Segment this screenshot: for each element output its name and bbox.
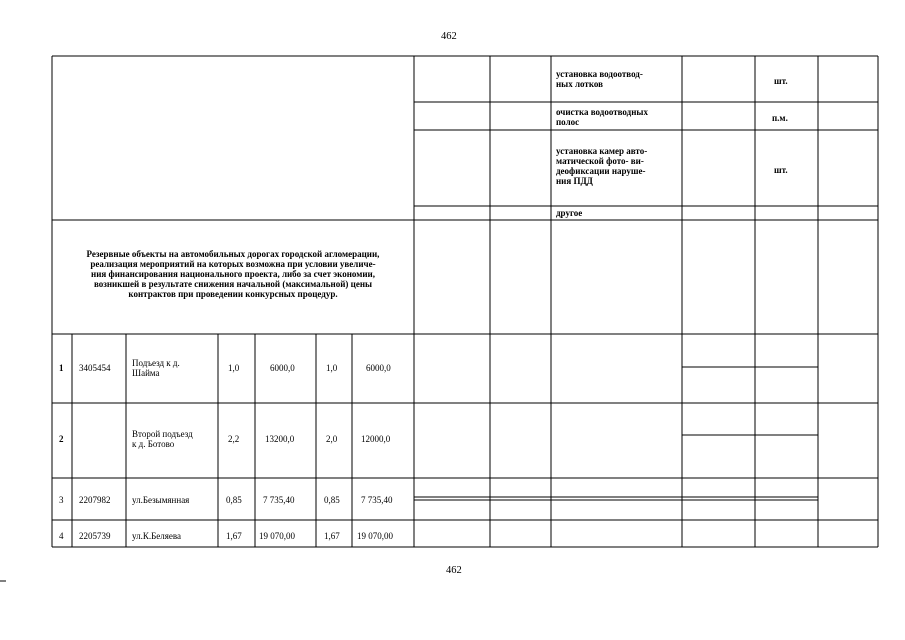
header-line: реализация мероприятий на которых возможна при условии увеличе- xyxy=(90,259,376,269)
work-type-label xyxy=(556,146,647,186)
length-actual: 2,0 xyxy=(326,434,338,444)
name-line: Второй подъезд xyxy=(132,429,193,439)
row-number: 4 xyxy=(59,531,64,541)
cost-planned: 7 735,40 xyxy=(263,495,295,505)
cost-actual: 12000,0 xyxy=(361,434,391,444)
cost-planned: 6000,0 xyxy=(270,363,295,373)
cost-planned: 13200,0 xyxy=(265,434,295,444)
work-type-label xyxy=(556,107,648,127)
object-name: ул.К.Беляева xyxy=(132,531,182,541)
object-code: 2207982 xyxy=(79,495,111,505)
work-type-line: полос xyxy=(556,117,580,127)
work-type-line: матической фото- ви- xyxy=(556,156,644,166)
object-code: 3405454 xyxy=(79,363,111,373)
cost-planned: 19 070,00 xyxy=(259,531,295,541)
length-actual: 0,85 xyxy=(324,495,340,505)
work-type-line: очистка водоотводных xyxy=(556,107,648,117)
name-line: к д. Ботово xyxy=(132,439,175,449)
work-type-label xyxy=(556,69,643,89)
length-actual: 1,0 xyxy=(326,363,338,373)
unit-label: п.м. xyxy=(772,113,788,123)
object-name xyxy=(132,429,193,449)
length-planned: 1,0 xyxy=(228,363,240,373)
work-type-line: ния ПДД xyxy=(556,176,593,186)
length-planned: 1,67 xyxy=(226,531,242,541)
length-actual: 1,67 xyxy=(324,531,340,541)
cost-actual: 6000,0 xyxy=(366,363,391,373)
work-type-line: деофиксации наруше- xyxy=(556,166,646,176)
unit-label: шт. xyxy=(774,76,788,86)
header-line: ния финансирования национального проекта, либо за счет экономии, xyxy=(91,269,375,279)
header-line: возникшей в результате снижения начальной (максимальной) цены xyxy=(93,279,373,289)
row-number: 1 xyxy=(59,363,64,373)
row-number: 3 xyxy=(59,495,64,505)
cost-actual: 7 735,40 xyxy=(361,495,393,505)
row-number: 2 xyxy=(59,434,64,444)
work-type-line: установка водоотвод- xyxy=(556,69,643,79)
page-number-bottom: 462 xyxy=(446,565,462,576)
work-type-line: другое xyxy=(556,208,583,218)
object-name: ул.Безымянная xyxy=(132,495,190,505)
work-type-label xyxy=(556,208,582,218)
header-line: Резервные объекты на автомобильных дорогах городской агломерации, xyxy=(86,249,380,259)
header-line: контрактов при проведении конкурсных процедур. xyxy=(128,289,338,299)
object-code: 2205739 xyxy=(79,531,111,541)
length-planned: 2,2 xyxy=(228,434,240,444)
length-planned: 0,85 xyxy=(226,495,242,505)
name-line: Подъезд к д. xyxy=(132,358,180,368)
reserve-objects-header xyxy=(52,249,414,299)
name-line: Шайма xyxy=(132,368,160,378)
object-name xyxy=(132,358,180,378)
page-number-top: 462 xyxy=(441,31,457,42)
work-type-line: ных лотков xyxy=(556,79,604,89)
unit-label: шт. xyxy=(774,165,788,175)
work-type-line: установка камер авто- xyxy=(556,146,648,156)
cost-actual: 19 070,00 xyxy=(357,531,393,541)
